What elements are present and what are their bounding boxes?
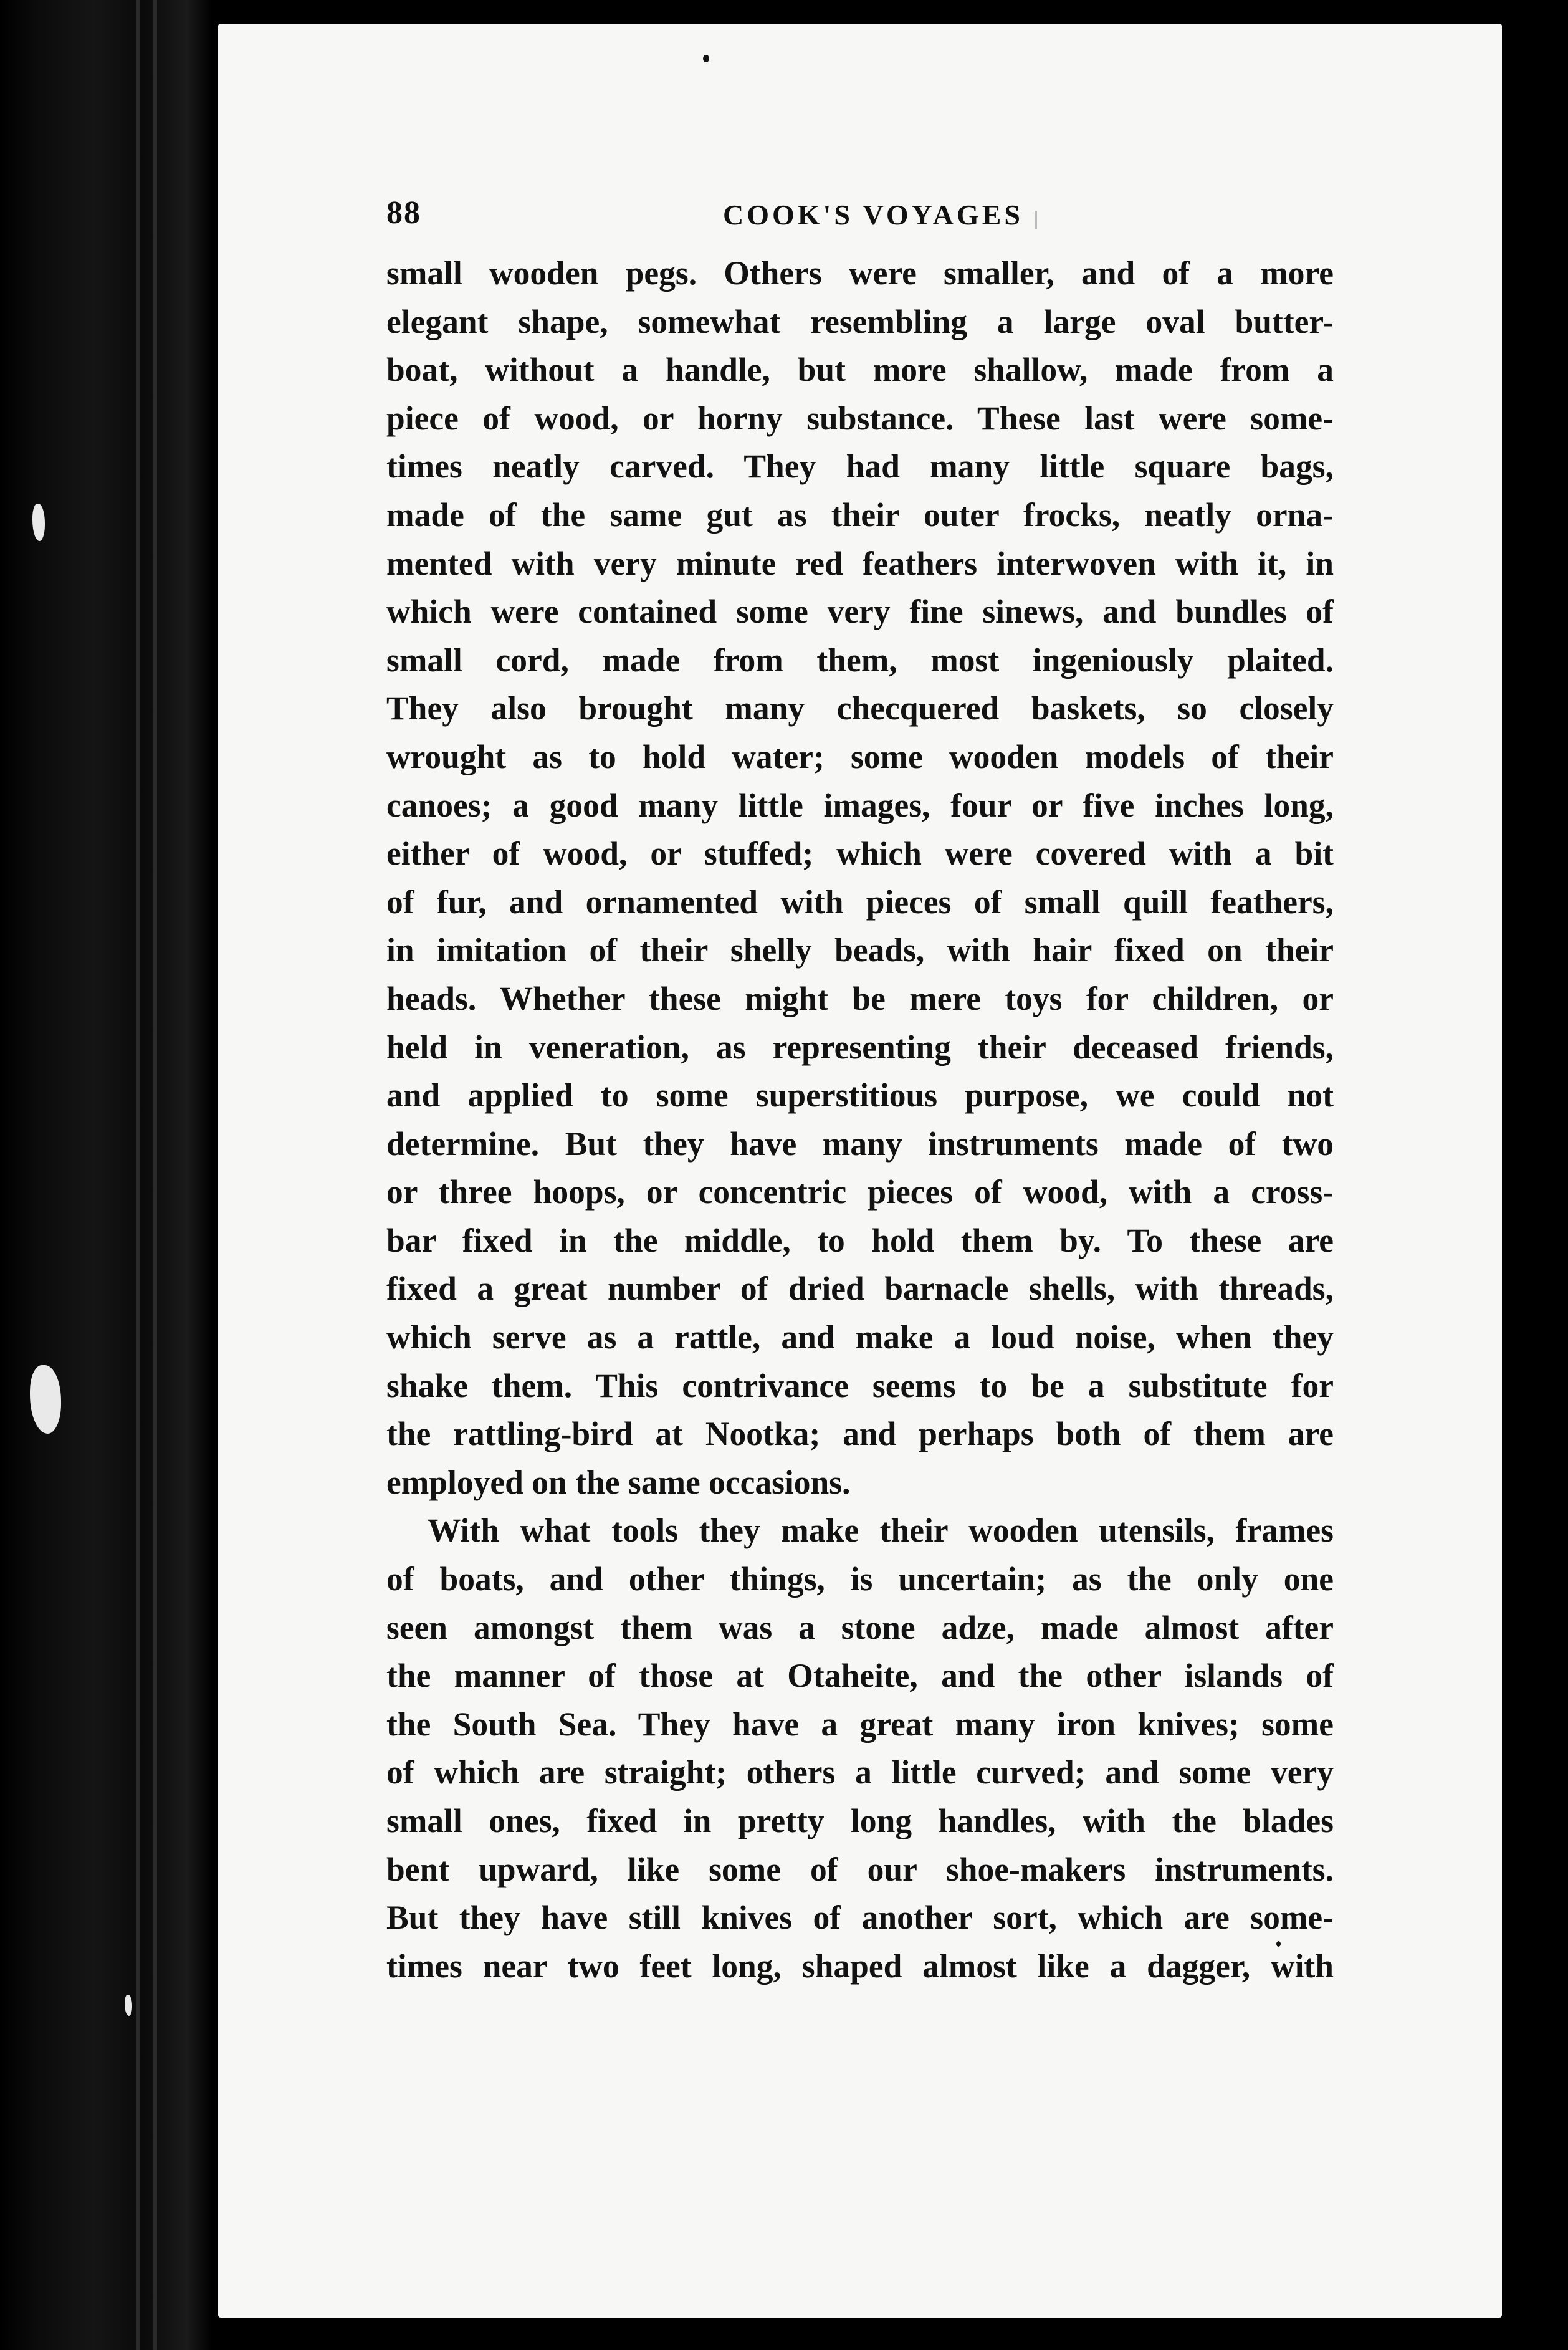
- text-line: boat, without a handle, but more shallow, made from a: [386, 351, 1334, 389]
- text-line: made of the same gut as their outer frocks, neatly orna-: [386, 496, 1334, 534]
- edge-mark: [32, 504, 45, 541]
- text-line: bent upward, like some of our shoe-makers instruments.: [386, 1850, 1334, 1888]
- page-right-edge: [1502, 0, 1568, 2350]
- body-text: [386, 249, 1334, 1990]
- text-line: They also brought many checquered baskets, so closely: [386, 689, 1334, 727]
- text-line: or three hoops, or concentric pieces of wood, with a cross-: [386, 1173, 1334, 1211]
- edge-mark: [125, 1995, 132, 2016]
- ink-speck: [703, 55, 709, 62]
- text-line: of boats, and other things, is uncertain; as the only one: [386, 1560, 1334, 1598]
- spine-line: [153, 0, 157, 2350]
- text-line: in imitation of their shelly beads, with hair fixed on their: [386, 931, 1334, 969]
- text-line: fixed a great number of dried barnacle shells, with threads,: [386, 1270, 1334, 1308]
- text-line: of which are straight; others a little curved; and some very: [386, 1753, 1334, 1791]
- running-title: COOK'S VOYAGES: [723, 199, 1023, 231]
- text-line: wrought as to hold water; some wooden models of their: [386, 737, 1334, 775]
- spine-line: [136, 0, 140, 2350]
- page-number: 88: [386, 195, 421, 231]
- text-line: small cord, made from them, most ingeniously plaited.: [386, 641, 1334, 679]
- text-line: of fur, and ornamented with pieces of small quill feathers,: [386, 883, 1334, 921]
- text-line: shake them. This contrivance seems to be a substitute for: [386, 1366, 1334, 1404]
- text-line: the manner of those at Otaheite, and the other islands of: [386, 1657, 1334, 1695]
- text-line: mented with very minute red feathers interwoven with it, in: [386, 544, 1334, 582]
- text-line: and applied to some superstitious purpose, we could not: [386, 1077, 1334, 1115]
- text-line: heads. Whether these might be mere toys for children, or: [386, 979, 1334, 1017]
- running-head: [386, 194, 1321, 244]
- text-line: piece of wood, or horny substance. These last were some-: [386, 399, 1334, 437]
- text-line: But they have still knives of another sort, which are some-: [386, 1899, 1334, 1937]
- text-line: elegant shape, somewhat resembling a large oval butter-: [386, 302, 1334, 340]
- text-line: either of wood, or stuffed; which were covered with a bit: [386, 835, 1334, 873]
- text-line: the rattling-bird at Nootka; and perhaps both of them are: [386, 1415, 1334, 1453]
- text-line: With what tools they make their wooden utensils, frames: [428, 1512, 1334, 1550]
- header-rule-mark: [1035, 211, 1037, 229]
- text-line: determine. But they have many instruments made of two: [386, 1125, 1334, 1163]
- book-spine-edge: [0, 0, 212, 2350]
- text-line: small wooden pegs. Others were smaller, and of a more: [386, 254, 1334, 292]
- text-line: times near two feet long, shaped almost like a dagger, with: [386, 1947, 1334, 1985]
- text-line: bar fixed in the middle, to hold them by. To these are: [386, 1221, 1334, 1259]
- text-line: times neatly carved. They had many little square bags,: [386, 448, 1334, 486]
- text-line: held in veneration, as representing their deceased friends,: [386, 1028, 1334, 1066]
- text-line: canoes; a good many little images, four or five inches long,: [386, 786, 1334, 824]
- text-line: the South Sea. They have a great many iron knives; some: [386, 1705, 1334, 1743]
- text-line: small ones, fixed in pretty long handles, with the blades: [386, 1802, 1334, 1839]
- text-line: employed on the same occasions.: [386, 1463, 851, 1501]
- text-line: seen amongst them was a stone adze, made almost after: [386, 1608, 1334, 1646]
- text-line: which serve as a rattle, and make a loud noise, when they: [386, 1318, 1334, 1356]
- text-line: which were contained some very fine sinews, and bundles of: [386, 593, 1334, 631]
